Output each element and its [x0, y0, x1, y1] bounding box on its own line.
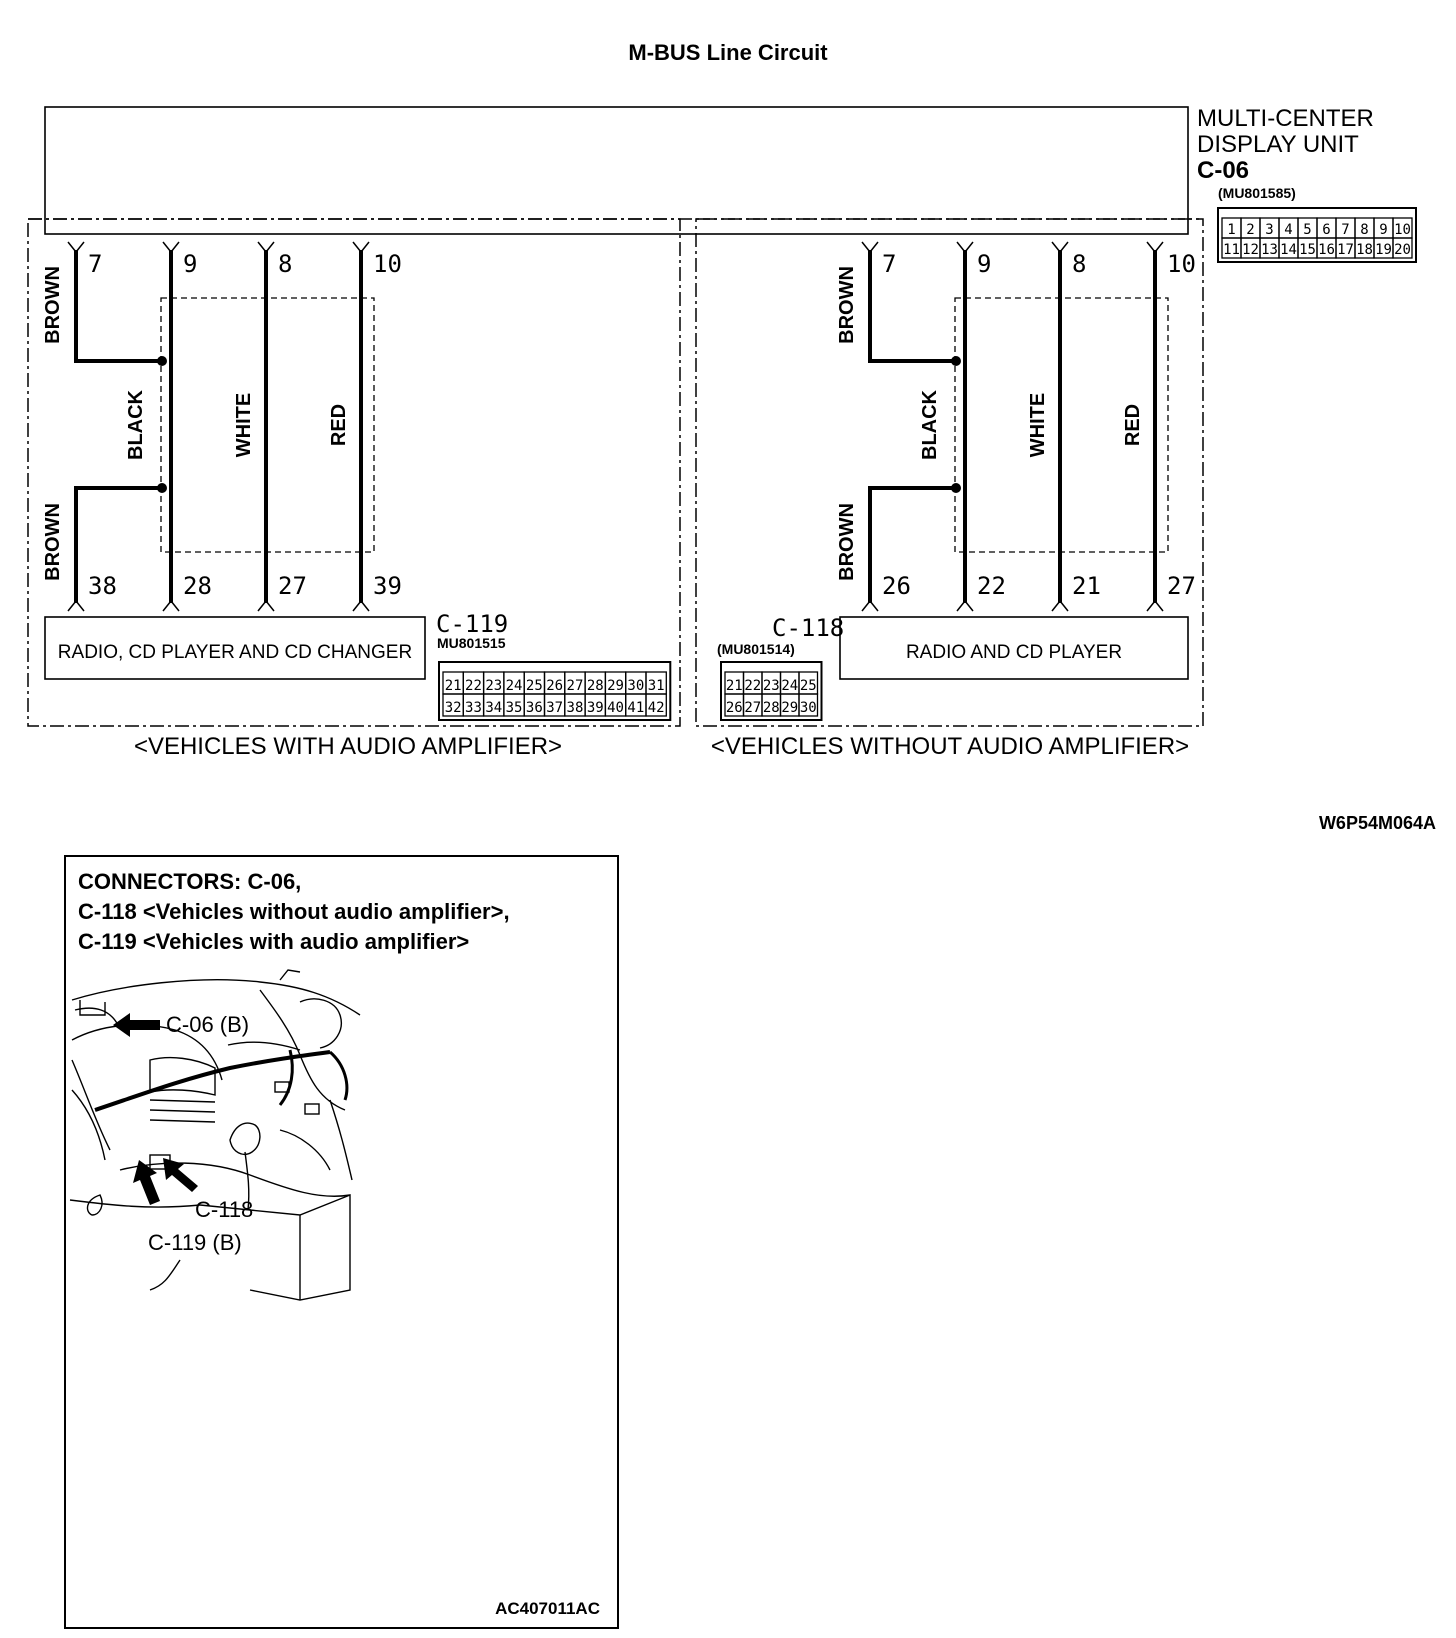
connector-pin-number: 26	[546, 678, 564, 694]
connector-pin-number: 36	[525, 700, 543, 716]
connector-pin-number: 19	[1375, 242, 1392, 258]
left-top-pin: 8	[278, 250, 293, 278]
connector-pin-number: 21	[444, 678, 462, 694]
right-connector-part-no: (MU801514)	[717, 641, 795, 657]
left-top-pin: 7	[88, 250, 103, 278]
left-bottom-pin: 27	[278, 572, 307, 600]
right-wire-label-red: RED	[1122, 403, 1144, 447]
left-connector-part-no: MU801515	[437, 635, 506, 651]
connectors-panel	[65, 856, 618, 1628]
left-bottom-pin: 39	[373, 572, 402, 600]
connector-c118-face	[721, 662, 822, 720]
connector-pin-number: 11	[1223, 242, 1240, 258]
connector-pin-number: 32	[444, 700, 462, 716]
connector-pin-number: 27	[566, 678, 584, 694]
right-splice-lower	[951, 483, 961, 493]
left-wire-label-white: WHITE	[233, 392, 255, 458]
right-top-pin: 8	[1072, 250, 1087, 278]
connector-pin-number: 22	[744, 678, 762, 694]
connector-pin-number: 30	[627, 678, 645, 694]
left-wire-label-red: RED	[328, 403, 350, 447]
connector-pin-number: 35	[505, 700, 523, 716]
right-splice-upper	[951, 356, 961, 366]
connector-pin-number: 22	[465, 678, 482, 694]
left-top-pin: 10	[373, 250, 402, 278]
left-connector-id: C-119	[436, 610, 509, 638]
connector-pin-number: 42	[647, 700, 665, 716]
connector-pin-number: 7	[1341, 222, 1350, 238]
connector-pin-number: 5	[1303, 222, 1312, 238]
right-caption: <VEHICLES WITHOUT AUDIO AMPLIFIER>	[710, 733, 1190, 760]
left-bottom-pin: 28	[183, 572, 212, 600]
right-top-pin: 7	[882, 250, 897, 278]
right-wire-label-brown-lower: BROWN	[836, 503, 858, 581]
left-block	[42, 242, 670, 760]
connector-pin-number: 4	[1284, 222, 1293, 238]
connector-pin-number: 3	[1265, 222, 1274, 238]
connector-pin-number: 31	[647, 678, 665, 694]
right-connector-id: C-118	[772, 614, 845, 642]
connector-pin-number: 2	[1246, 222, 1255, 238]
left-splice-upper	[157, 356, 167, 366]
right-bottom-pin: 22	[977, 572, 1006, 600]
right-bottom-pin: 21	[1072, 572, 1101, 600]
left-bottom-pin: 38	[88, 572, 117, 600]
connector-pin-number: 21	[725, 678, 743, 694]
connector-pin-number: 26	[725, 700, 743, 716]
arrow-to-c06	[113, 1013, 160, 1037]
connector-pin-number: 13	[1261, 242, 1278, 258]
connector-pin-number: 29	[607, 678, 624, 694]
right-wire-label-brown-upper: BROWN	[836, 266, 858, 344]
connector-pin-number: 1	[1227, 222, 1236, 238]
connector-pin-number: 23	[762, 678, 780, 694]
connector-pin-number: 29	[781, 700, 799, 716]
connector-pin-number: 12	[1242, 242, 1259, 258]
connectors-panel-line2: C-118 <Vehicles without audio amplifier>,	[78, 899, 510, 924]
connector-pin-number: 24	[781, 678, 799, 694]
right-unit-label: RADIO AND CD PLAYER	[905, 642, 1123, 663]
display-unit-name-line1: MULTI-CENTER	[1197, 105, 1374, 132]
connectors-panel-figure-code: AC407011AC	[495, 1599, 600, 1618]
left-wire-label-brown-upper: BROWN	[42, 266, 64, 344]
page-title: M-BUS Line Circuit	[628, 40, 828, 65]
display-unit-connector: C-06	[1197, 157, 1250, 184]
connector-pin-number: 39	[586, 700, 604, 716]
right-bottom-pin: 26	[882, 572, 911, 600]
connector-pin-number: 30	[799, 700, 817, 716]
connector-pin-number: 23	[485, 678, 503, 694]
connector-pin-number: 8	[1360, 222, 1369, 238]
connector-pin-number: 27	[744, 700, 762, 716]
connector-pin-number: 41	[627, 700, 645, 716]
left-unit-label: RADIO, CD PLAYER AND CD CHANGER	[57, 642, 413, 663]
callout-c119: C-119 (B)	[148, 1230, 242, 1255]
wiring-harness	[95, 1050, 347, 1169]
connector-pin-number: 15	[1299, 242, 1316, 258]
display-unit-part-no: (MU801585)	[1218, 185, 1296, 201]
connector-pin-number: 24	[505, 678, 523, 694]
left-top-pin: 9	[183, 250, 198, 278]
right-bottom-pin: 27	[1167, 572, 1196, 600]
right-wire-label-white: WHITE	[1027, 392, 1049, 458]
connector-c06-face	[1218, 208, 1416, 262]
connector-pin-number: 16	[1318, 242, 1335, 258]
connector-pin-number: 28	[762, 700, 780, 716]
connector-pin-number: 17	[1337, 242, 1354, 258]
right-top-pin: 10	[1167, 250, 1196, 278]
left-wire-label-brown-lower: BROWN	[42, 503, 64, 581]
connector-pin-number: 34	[485, 700, 503, 716]
left-wire-label-black: BLACK	[125, 390, 147, 460]
right-wire-label-black: BLACK	[919, 390, 941, 460]
left-caption: <VEHICLES WITH AUDIO AMPLIFIER>	[133, 733, 563, 760]
callout-c118: C-118	[195, 1197, 254, 1222]
connector-pin-number: 37	[546, 700, 564, 716]
connector-pin-number: 9	[1379, 222, 1388, 238]
left-splice-lower	[157, 483, 167, 493]
display-unit-box	[45, 107, 1188, 234]
connectors-panel-line1: CONNECTORS: C-06,	[78, 869, 302, 894]
right-top-pin: 9	[977, 250, 992, 278]
connector-pin-number: 6	[1322, 222, 1331, 238]
connector-pin-number: 38	[566, 700, 584, 716]
connector-pin-number: 33	[465, 700, 482, 716]
connector-pin-number: 25	[525, 678, 543, 694]
connector-pin-number: 10	[1394, 222, 1411, 238]
figure-code: W6P54M064A	[1318, 813, 1436, 833]
connector-pin-number: 25	[799, 678, 817, 694]
callout-c06: C-06 (B)	[166, 1012, 250, 1037]
connectors-panel-line3: C-119 <Vehicles with audio amplifier>	[78, 929, 470, 954]
connector-pin-number: 40	[607, 700, 624, 716]
right-block	[711, 242, 1196, 760]
connector-c119-face	[439, 662, 670, 720]
connector-pin-number: 20	[1394, 242, 1411, 258]
connector-pin-number: 28	[586, 678, 604, 694]
connector-pin-number: 18	[1356, 242, 1373, 258]
connector-pin-number: 14	[1280, 242, 1297, 258]
display-unit-name-line2: DISPLAY UNIT	[1197, 131, 1359, 158]
